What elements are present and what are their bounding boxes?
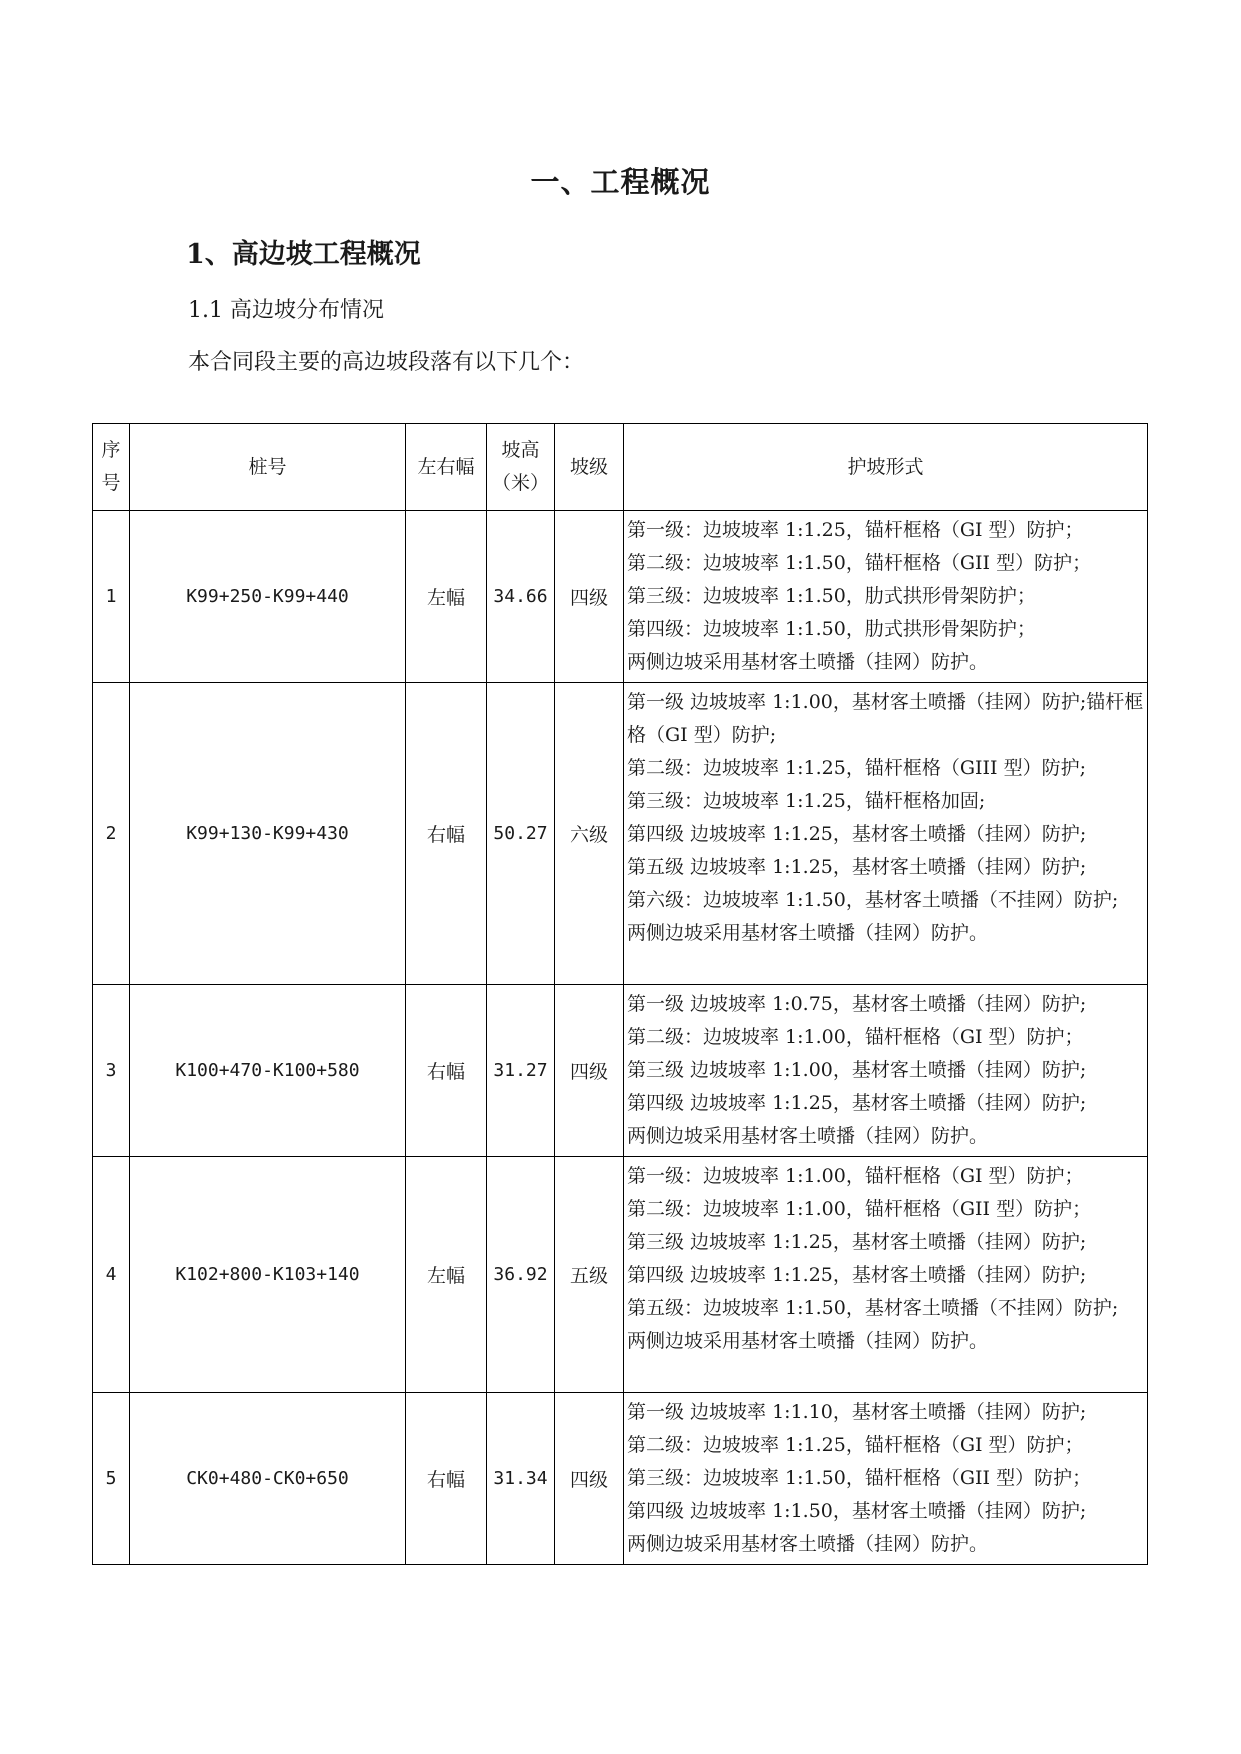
protection-line: 第四级：边坡坡率 1:1.50，肋式拱形骨架防护；: [627, 618, 1036, 640]
row-seq: 3: [93, 985, 130, 1157]
row-height: 34.66: [487, 511, 555, 683]
row-protection: [624, 985, 1148, 1157]
protection-line: 第五级 边坡坡率 1:1.25，基材客土喷播（挂网）防护;: [627, 856, 1087, 878]
table-row: [93, 683, 1148, 985]
protection-line: 第一级 边坡坡率 1:0.75，基材客土喷播（挂网）防护;: [627, 993, 1087, 1015]
row-seq: 2: [93, 683, 130, 985]
row-stake: K100+470-K100+580: [130, 985, 406, 1157]
protection-line: 两侧边坡采用基材客土喷播（挂网）防护。: [627, 1533, 989, 1555]
protection-line: 第二级：边坡坡率 1:1.00，锚杆框格（GI 型）防护；: [627, 1026, 1084, 1048]
protection-line: 第三级：边坡坡率 1:1.25，锚杆框格加固;: [627, 790, 986, 812]
row-height: 31.27: [487, 985, 555, 1157]
table-row: [93, 1157, 1148, 1393]
table-row: [93, 985, 1148, 1157]
row-grade: 四级: [555, 985, 624, 1157]
row-seq: 1: [93, 511, 130, 683]
row-stake: K99+250-K99+440: [130, 511, 406, 683]
row-height: 50.27: [487, 683, 555, 985]
protection-line: 第三级 边坡坡率 1:1.25，基材客土喷播（挂网）防护;: [627, 1231, 1087, 1253]
row-side: 右幅: [406, 1393, 487, 1565]
protection-line: 第一级：边坡坡率 1:1.25，锚杆框格（GI 型）防护；: [627, 519, 1084, 541]
protection-line: 第四级 边坡坡率 1:1.25，基材客土喷播（挂网）防护;: [627, 823, 1087, 845]
protection-line: 两侧边坡采用基材客土喷播（挂网）防护。: [627, 1125, 989, 1147]
header-height: 坡高（米）: [487, 424, 555, 511]
header-protection: 护坡形式: [624, 424, 1148, 511]
row-protection: [624, 1157, 1148, 1393]
row-seq: 4: [93, 1157, 130, 1393]
table-row: [93, 511, 1148, 683]
table-body: [93, 511, 1148, 1565]
header-side: 左右幅: [406, 424, 487, 511]
row-seq: 5: [93, 1393, 130, 1565]
row-stake: K99+130-K99+430: [130, 683, 406, 985]
section-heading: 1、高边坡工程概况: [186, 239, 421, 270]
header-grade: 坡级: [555, 424, 624, 511]
protection-line: 第一级 边坡坡率 1:1.10，基材客土喷播（挂网）防护;: [627, 1401, 1087, 1423]
protection-line: 两侧边坡采用基材客土喷播（挂网）防护。: [627, 922, 989, 944]
row-protection: [624, 683, 1148, 985]
protection-line: 第二级：边坡坡率 1:1.25，锚杆框格（GIII 型）防护;: [627, 757, 1086, 779]
table-row: [93, 1393, 1148, 1565]
protection-line: 第五级：边坡坡率 1:1.50，基材客土喷播（不挂网）防护;: [627, 1297, 1119, 1319]
row-side: 左幅: [406, 1157, 487, 1393]
row-stake: K102+800-K103+140: [130, 1157, 406, 1393]
protection-line: 第六级：边坡坡率 1:1.50，基材客土喷播（不挂网）防护;: [627, 889, 1119, 911]
row-protection: [624, 511, 1148, 683]
intro-text: 本合同段主要的高边坡段落有以下几个：: [188, 350, 585, 375]
protection-line: 第三级：边坡坡率 1:1.50，锚杆框格（GII 型）防护；: [627, 1467, 1092, 1489]
protection-line: 两侧边坡采用基材客土喷播（挂网）防护。: [627, 1330, 989, 1352]
protection-line: 第一级：边坡坡率 1:1.00，锚杆框格（GI 型）防护；: [627, 1165, 1084, 1187]
row-height: 31.34: [487, 1393, 555, 1565]
protection-line: 第四级 边坡坡率 1:1.50，基材客土喷播（挂网）防护;: [627, 1500, 1087, 1522]
table-header-row: [93, 424, 1148, 511]
row-protection: [624, 1393, 1148, 1565]
protection-line: 两侧边坡采用基材客土喷播（挂网）防护。: [627, 651, 989, 673]
subsection-title: 1.1 高边坡分布情况: [188, 298, 384, 323]
high-slope-table: [92, 423, 1148, 1565]
protection-line: 第四级 边坡坡率 1:1.25，基材客土喷播（挂网）防护;: [627, 1092, 1087, 1114]
page-heading: 一、工程概况: [530, 165, 711, 199]
row-side: 右幅: [406, 985, 487, 1157]
row-grade: 四级: [555, 511, 624, 683]
protection-line: 第二级：边坡坡率 1:1.25，锚杆框格（GI 型）防护；: [627, 1434, 1084, 1456]
protection-line: 第一级 边坡坡率 1:1.00，基材客土喷播（挂网）防护;锚杆框格（GI 型）防护;: [627, 691, 1144, 746]
protection-line: 第三级 边坡坡率 1:1.00，基材客土喷播（挂网）防护;: [627, 1059, 1087, 1081]
row-grade: 四级: [555, 1393, 624, 1565]
row-stake: CK0+480-CK0+650: [130, 1393, 406, 1565]
row-grade: 六级: [555, 683, 624, 985]
protection-line: 第二级：边坡坡率 1:1.50，锚杆框格（GII 型）防护；: [627, 552, 1092, 574]
header-stake: 桩号: [130, 424, 406, 511]
protection-line: 第三级：边坡坡率 1:1.50，肋式拱形骨架防护；: [627, 585, 1036, 607]
header-seq: 序号: [93, 424, 130, 511]
protection-line: 第二级：边坡坡率 1:1.00，锚杆框格（GII 型）防护；: [627, 1198, 1092, 1220]
row-height: 36.92: [487, 1157, 555, 1393]
row-side: 左幅: [406, 511, 487, 683]
row-grade: 五级: [555, 1157, 624, 1393]
protection-line: 第四级 边坡坡率 1:1.25，基材客土喷播（挂网）防护;: [627, 1264, 1087, 1286]
row-side: 右幅: [406, 683, 487, 985]
